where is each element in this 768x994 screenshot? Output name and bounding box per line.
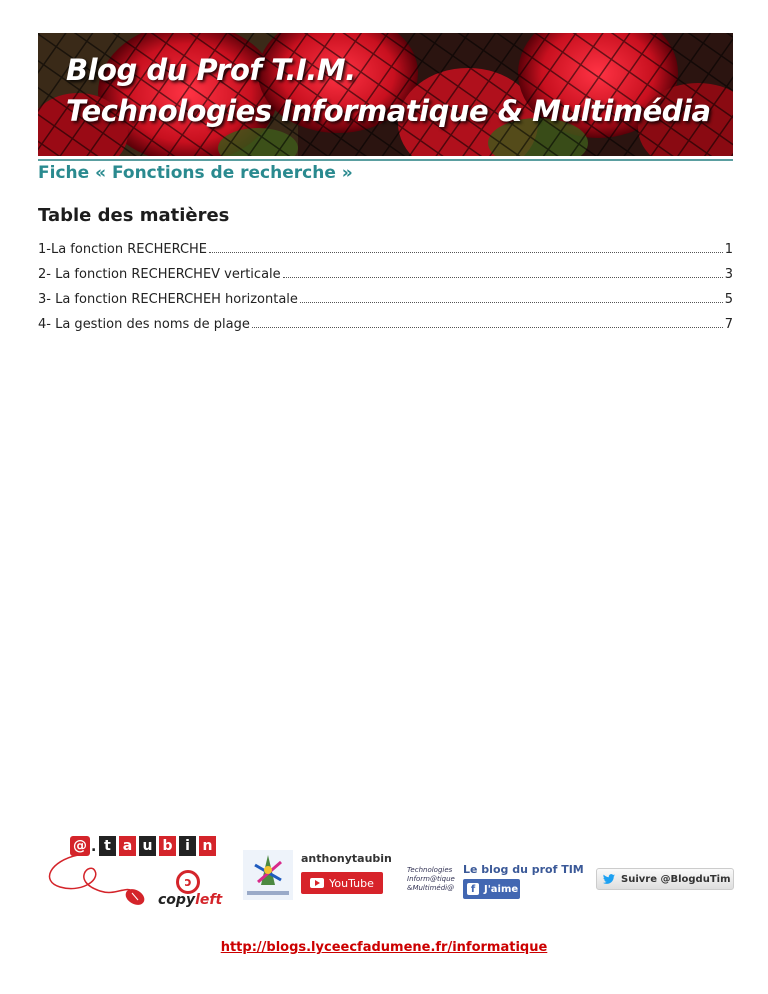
facebook-like-label: J'aime (484, 883, 519, 895)
toc-entry[interactable] (38, 292, 733, 317)
toc-entry[interactable] (38, 242, 733, 267)
youtube-button[interactable] (301, 872, 383, 894)
blog-url-link[interactable]: http://blogs.lyceecfadumene.fr/informatique (220, 940, 548, 955)
taubin-copyleft-logo (40, 833, 225, 913)
toc-heading: Table des matières (38, 205, 230, 226)
copyleft-icon: ↄ (176, 870, 200, 894)
facebook-like-button[interactable] (463, 879, 520, 899)
copyleft-copy-text: copy (158, 892, 196, 908)
logo-letter: a (119, 836, 136, 856)
mouse-cable-icon (40, 851, 160, 913)
tim-logo-line: &Multimédi@ (407, 884, 455, 892)
twitter-follow-button[interactable] (596, 868, 734, 890)
school-logo-icon (243, 850, 293, 900)
header-divider (38, 159, 733, 161)
toc-entry-page: 1 (724, 242, 733, 257)
logo-letter: u (139, 836, 156, 856)
document-title: Fiche « Fonctions de recherche » (38, 163, 353, 183)
toc-entry-page: 5 (724, 292, 733, 307)
logo-letter: i (179, 836, 196, 856)
toc-entry[interactable] (38, 267, 733, 292)
youtube-play-icon (310, 878, 324, 888)
toc-entry-page: 3 (724, 267, 733, 282)
banner-title-line1: Blog du Prof T.I.M. (66, 53, 356, 87)
at-sign-icon: @ (70, 836, 90, 856)
youtube-button-label: YouTube (329, 876, 374, 890)
logo-letter: b (159, 836, 176, 856)
toc-leader-dots (209, 251, 723, 253)
twitter-bird-icon (602, 874, 616, 885)
toc-entry[interactable] (38, 317, 733, 342)
table-of-contents (38, 242, 733, 342)
toc-entry-label: 3- La fonction RECHERCHEH horizontale (38, 292, 298, 307)
toc-leader-dots (283, 276, 723, 278)
logo-dot: . (91, 839, 97, 855)
logo-letter: t (99, 836, 116, 856)
youtube-username: anthonytaubin (301, 852, 392, 865)
header-banner (38, 33, 733, 156)
tim-logo-line: Inform@tique (407, 875, 455, 883)
toc-entry-label: 1-La fonction RECHERCHE (38, 242, 208, 257)
toc-entry-label: 4- La gestion des noms de plage (38, 317, 250, 332)
facebook-page-name[interactable]: Le blog du prof TIM (463, 863, 584, 876)
copyleft-left-text: left (195, 892, 223, 908)
copyleft-label (158, 892, 222, 908)
toc-entry-page: 7 (724, 317, 733, 332)
tim-logo-line: Technologies (407, 866, 453, 874)
logo-letter: n (199, 836, 216, 856)
facebook-icon: f (467, 883, 479, 895)
toc-leader-dots (252, 326, 723, 328)
toc-leader-dots (300, 301, 723, 303)
tim-blog-logo (407, 866, 459, 893)
twitter-follow-label: Suivre @BlogduTim (621, 873, 731, 885)
toc-entry-label: 2- La fonction RECHERCHEV verticale (38, 267, 281, 282)
banner-title-line2: Technologies Informatique & Multimédia (66, 94, 711, 128)
